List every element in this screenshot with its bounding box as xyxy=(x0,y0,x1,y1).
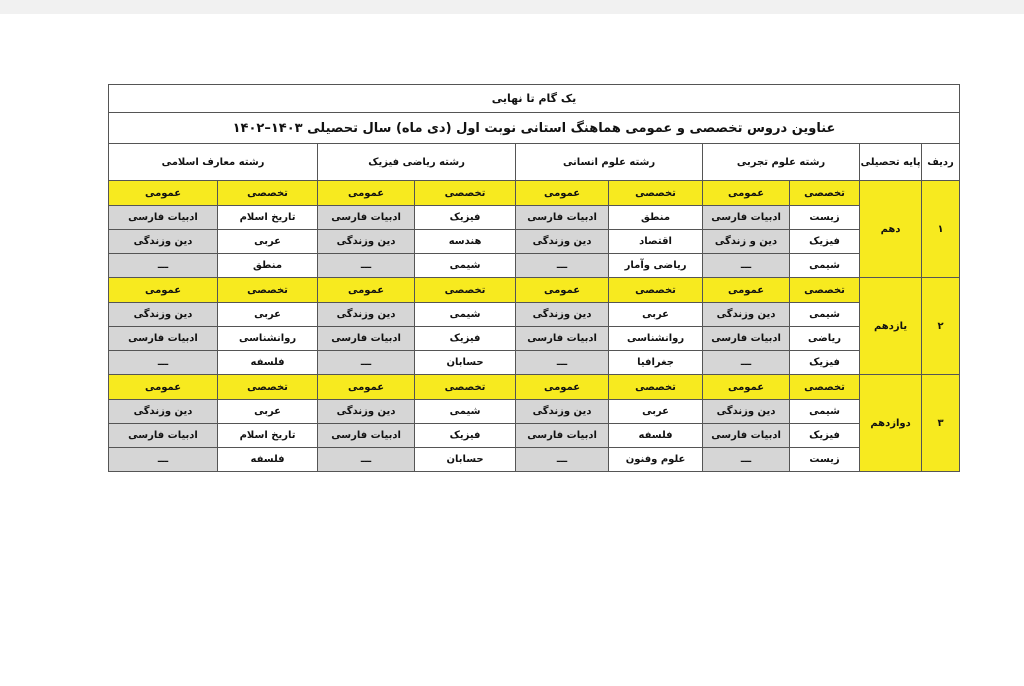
specialized-subject-cell: فلسفه xyxy=(218,448,318,472)
general-header: عمومی xyxy=(516,181,609,206)
general-header: عمومی xyxy=(109,181,218,206)
specialized-subject-cell: روانشناسی xyxy=(609,327,703,351)
general-subject-cell: ـــ xyxy=(516,351,609,375)
specialized-header: تخصصی xyxy=(790,278,860,303)
general-header: عمومی xyxy=(516,278,609,303)
specialized-header: تخصصی xyxy=(790,375,860,400)
general-subject-cell: ادبیات فارسی xyxy=(703,424,790,448)
specialized-subject-cell: عربی xyxy=(218,400,318,424)
general-subject-cell: ـــ xyxy=(516,448,609,472)
general-subject-cell: ادبیات فارسی xyxy=(703,327,790,351)
specialized-header: تخصصی xyxy=(218,278,318,303)
general-subject-cell: ادبیات فارسی xyxy=(109,424,218,448)
specialized-subject-cell: فیزیک xyxy=(790,230,860,254)
header-field-math: رشته ریاضی فیزیک xyxy=(318,144,516,181)
specialized-subject-cell: فلسفه xyxy=(609,424,703,448)
general-subject-cell: ـــ xyxy=(318,254,415,278)
specialized-subject-cell: شیمی xyxy=(790,303,860,327)
specialized-subject-cell: روانشناسی xyxy=(218,327,318,351)
table-row xyxy=(109,351,960,375)
general-subject-cell: دین وزندگی xyxy=(109,230,218,254)
table-row xyxy=(109,400,960,424)
general-header: عمومی xyxy=(703,278,790,303)
grade-name: دهم xyxy=(860,181,922,278)
general-subject-cell: ادبیات فارسی xyxy=(516,424,609,448)
specialized-subject-cell: عربی xyxy=(218,303,318,327)
general-subject-cell: دین وزندگی xyxy=(109,400,218,424)
specialized-subject-cell: فیزیک xyxy=(415,424,516,448)
grade-name: دوازدهم xyxy=(860,375,922,472)
general-subject-cell: دین وزندگی xyxy=(318,230,415,254)
specialized-subject-cell: فیزیک xyxy=(415,206,516,230)
specialized-header: تخصصی xyxy=(609,375,703,400)
table-row xyxy=(109,424,960,448)
general-header: عمومی xyxy=(109,278,218,303)
grade-number: ۳ xyxy=(922,375,960,472)
specialized-subject-cell: شیمی xyxy=(415,303,516,327)
specialized-subject-cell: شیمی xyxy=(790,254,860,278)
specialized-header: تخصصی xyxy=(218,181,318,206)
header-field-experimental: رشته علوم تجربی xyxy=(703,144,860,181)
general-subject-cell: دین وزندگی xyxy=(318,303,415,327)
specialized-subject-cell: هندسه xyxy=(415,230,516,254)
general-subject-cell: ـــ xyxy=(703,351,790,375)
grade-number: ۱ xyxy=(922,181,960,278)
specialized-subject-cell: تاریخ اسلام xyxy=(218,424,318,448)
general-subject-cell: دین وزندگی xyxy=(109,303,218,327)
table-row xyxy=(109,230,960,254)
specialized-subject-cell: فیزیک xyxy=(790,351,860,375)
general-subject-cell: دین و زندگی xyxy=(703,230,790,254)
general-subject-cell: ـــ xyxy=(703,254,790,278)
exam-subjects-table xyxy=(108,84,960,472)
general-subject-cell: دین وزندگی xyxy=(516,230,609,254)
top-bar xyxy=(0,0,1024,14)
general-subject-cell: ادبیات فارسی xyxy=(703,206,790,230)
general-subject-cell: ادبیات فارسی xyxy=(109,206,218,230)
table-row xyxy=(109,327,960,351)
specialized-subject-cell: فیزیک xyxy=(790,424,860,448)
general-subject-cell: ـــ xyxy=(109,254,218,278)
specialized-subject-cell: عربی xyxy=(609,303,703,327)
specialized-subject-cell: شیمی xyxy=(790,400,860,424)
header-row-number: ردیف xyxy=(922,144,960,181)
specialized-subject-cell: علوم وفنون xyxy=(609,448,703,472)
general-subject-cell: دین وزندگی xyxy=(516,400,609,424)
general-subject-cell: ادبیات فارسی xyxy=(516,327,609,351)
general-header: عمومی xyxy=(318,278,415,303)
specialized-subject-cell: شیمی xyxy=(415,254,516,278)
general-header: عمومی xyxy=(703,181,790,206)
specialized-subject-cell: ریاضی وآمار xyxy=(609,254,703,278)
general-subject-cell: دین وزندگی xyxy=(318,400,415,424)
general-header: عمومی xyxy=(516,375,609,400)
general-subject-cell: ـــ xyxy=(318,448,415,472)
general-subject-cell: ـــ xyxy=(516,254,609,278)
specialized-subject-cell: حسابان xyxy=(415,351,516,375)
header-field-humanities: رشته علوم انسانی xyxy=(516,144,703,181)
specialized-subject-cell: زیست xyxy=(790,448,860,472)
specialized-subject-cell: اقتصاد xyxy=(609,230,703,254)
general-header: عمومی xyxy=(109,375,218,400)
general-subject-cell: ادبیات فارسی xyxy=(318,327,415,351)
table-title: یک گام تا نهایی xyxy=(109,85,960,113)
general-subject-cell: ـــ xyxy=(318,351,415,375)
general-subject-cell: دین وزندگی xyxy=(703,303,790,327)
general-subject-cell: ـــ xyxy=(703,448,790,472)
general-header: عمومی xyxy=(318,375,415,400)
general-subject-cell: ادبیات فارسی xyxy=(318,206,415,230)
table-row xyxy=(109,206,960,230)
specialized-subject-cell: عربی xyxy=(218,230,318,254)
table-subtitle: عناوین دروس تخصصی و عمومی هماهنگ استانی نوبت اول (دی ماه) سال تحصیلی ۱۴۰۳–۱۴۰۲ xyxy=(109,113,960,144)
table-row xyxy=(109,448,960,472)
specialized-subject-cell: زیست xyxy=(790,206,860,230)
general-subject-cell: ادبیات فارسی xyxy=(318,424,415,448)
specialized-subject-cell: تاریخ اسلام xyxy=(218,206,318,230)
specialized-header: تخصصی xyxy=(609,181,703,206)
specialized-header: تخصصی xyxy=(415,181,516,206)
specialized-subject-cell: جغرافیا xyxy=(609,351,703,375)
specialized-subject-cell: شیمی xyxy=(415,400,516,424)
specialized-header: تخصصی xyxy=(415,375,516,400)
specialized-subject-cell: منطق xyxy=(609,206,703,230)
grade-number: ۲ xyxy=(922,278,960,375)
header-grade: پایه تحصیلی xyxy=(860,144,922,181)
specialized-subject-cell: عربی xyxy=(609,400,703,424)
general-subject-cell: دین وزندگی xyxy=(516,303,609,327)
general-subject-cell: ادبیات فارسی xyxy=(516,206,609,230)
specialized-header: تخصصی xyxy=(218,375,318,400)
specialized-subject-cell: فلسفه xyxy=(218,351,318,375)
general-subject-cell: دین وزندگی xyxy=(703,400,790,424)
header-field-islamic: رشته معارف اسلامی xyxy=(109,144,318,181)
table-row xyxy=(109,254,960,278)
general-header: عمومی xyxy=(318,181,415,206)
specialized-header: تخصصی xyxy=(790,181,860,206)
general-subject-cell: ـــ xyxy=(109,351,218,375)
exam-schedule-sheet xyxy=(108,84,959,466)
specialized-subject-cell: ریاضی xyxy=(790,327,860,351)
table-row xyxy=(109,303,960,327)
general-subject-cell: ـــ xyxy=(109,448,218,472)
specialized-subject-cell: فیزیک xyxy=(415,327,516,351)
general-header: عمومی xyxy=(703,375,790,400)
specialized-subject-cell: منطق xyxy=(218,254,318,278)
specialized-header: تخصصی xyxy=(415,278,516,303)
specialized-header: تخصصی xyxy=(609,278,703,303)
specialized-subject-cell: حسابان xyxy=(415,448,516,472)
grade-name: یازدهم xyxy=(860,278,922,375)
general-subject-cell: ادبیات فارسی xyxy=(109,327,218,351)
